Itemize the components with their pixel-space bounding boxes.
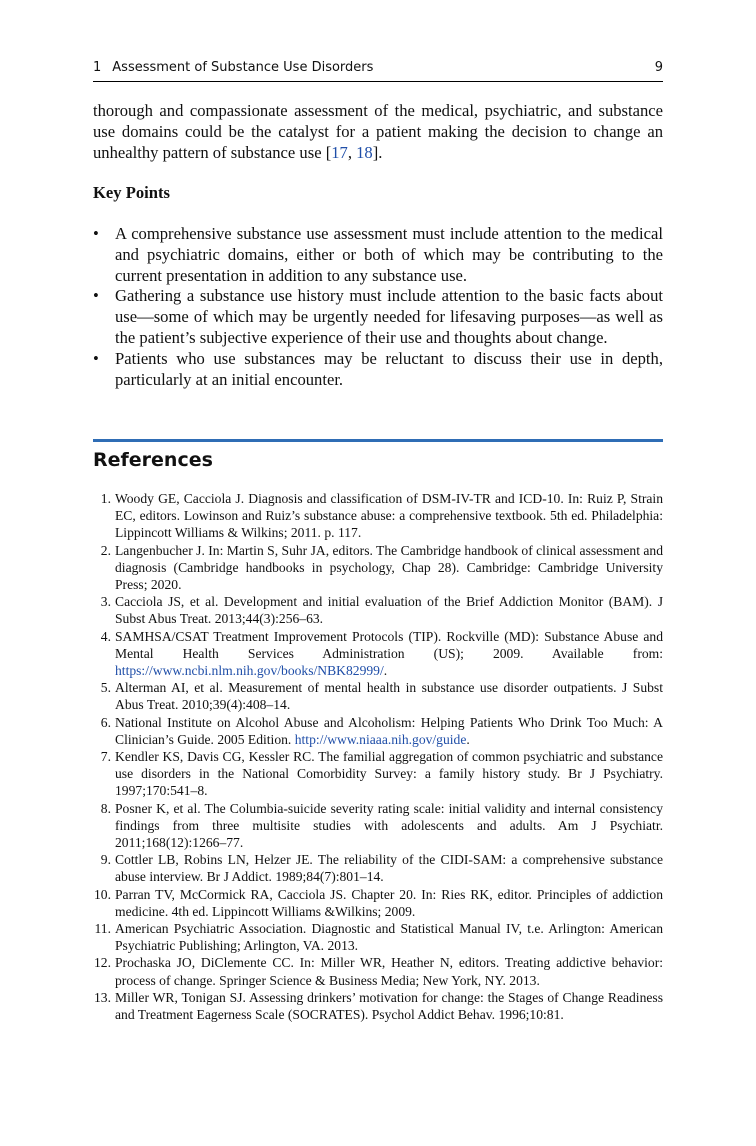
reference-number: 13. — [94, 989, 111, 1005]
chapter-title: Assessment of Substance Use Disorders — [112, 60, 374, 75]
page-number: 9 — [654, 60, 663, 75]
reference-text: Alterman AI, et al. Measurement of mental health in substance use disorder outpatients. J Subst Abus Treat. 2010;39(4):408–14. — [115, 680, 663, 713]
reference-item — [93, 490, 663, 542]
reference-number: 10. — [94, 886, 111, 902]
reference-text: SAMHSA/CSAT Treatment Improvement Protocols (TIP). Rockville (MD): Substance Abuse and Mental Health Services Administration (US); 2009. Available from: — [115, 628, 663, 661]
reference-item — [93, 748, 663, 800]
chapter-number: 1 — [93, 60, 102, 75]
citation-link-17[interactable]: 17 — [331, 142, 348, 162]
reference-url-link[interactable]: http://www.niaaa.nih.gov/guide — [294, 731, 467, 747]
reference-number: 6. — [100, 714, 111, 730]
key-point-text: Patients who use substances may be reluctant to discuss their use in depth, particularly at an initial encounter. — [115, 348, 663, 389]
reference-url-link[interactable]: https://www.ncbi.nlm.nih.gov/books/NBK82999/ — [115, 663, 384, 679]
bullet-icon: • — [93, 286, 99, 306]
reference-number: 7. — [100, 749, 111, 765]
reference-number: 2. — [100, 542, 111, 558]
reference-item — [93, 920, 663, 954]
reference-item — [93, 593, 663, 627]
reference-text: Cottler LB, Robins LN, Helzer JE. The reliability of the CIDI-SAM: a comprehensive substance abuse interview. Br J Addict. 1989;84(7):801–14. — [115, 852, 663, 885]
reference-item — [93, 989, 663, 1023]
reference-item — [93, 954, 663, 988]
reference-item — [93, 800, 663, 852]
key-points-list — [93, 224, 663, 390]
reference-item — [93, 679, 663, 713]
reference-number: 4. — [100, 628, 111, 644]
reference-text-end: . — [466, 731, 470, 747]
reference-text: Woody GE, Cacciola J. Diagnosis and classification of DSM-IV-TR and ICD-10. In: Ruiz P, Strain EC, editors. Lowinson and Ruiz’s substance abuse: a comprehensive textbook. 5th ed. Philadelphia: Lippincott Williams & Wilkins; 2011. p. 117. — [115, 491, 663, 541]
reference-text: Miller WR, Tonigan SJ. Assessing drinkers’ motivation for change: the Stages of Change Readiness and Treatment Eagerness Scale (SOCRATES). Psychol Addict Behav. 1996;10:81. — [115, 989, 663, 1023]
reference-text: Kendler KS, Davis CG, Kessler RC. The familial aggregation of common psychiatric and substance use disorders in the National Comorbidity Survey: a family history study. Br J Psychiatry. 1997;170:541–8. — [115, 749, 663, 799]
references-heading: References — [93, 449, 213, 471]
references-rule — [93, 439, 663, 442]
reference-number: 8. — [100, 800, 111, 816]
key-point-text: Gathering a substance use history must include attention to the basic facts about use—some of which may be urgently needed for lifesaving purposes—as well as the patient’s subjective experience of their use and thoughts about change. — [115, 286, 663, 347]
reference-item — [93, 714, 663, 748]
references-list — [93, 490, 663, 1023]
running-head-rule — [93, 81, 663, 82]
reference-number: 1. — [100, 491, 111, 506]
reference-text: National Institute on Alcohol Abuse and Alcoholism: Helping Patients Who Drink Too Much: A Clinician’s Guide. 2005 Edition. — [115, 714, 663, 747]
reference-number: 12. — [94, 955, 111, 971]
key-points-heading: Key Points — [93, 183, 170, 202]
reference-text: Posner K, et al. The Columbia-suicide severity rating scale: initial validity and internal consistency findings from three multisite studies with adolescents and adults. Am J Psychiatr. 2011;168(12):1266–77. — [115, 800, 663, 851]
reference-item — [93, 542, 663, 594]
running-head — [93, 60, 663, 75]
intro-paragraph-end: ]. — [372, 142, 383, 162]
reference-item — [93, 851, 663, 885]
bullet-icon: • — [93, 348, 99, 368]
key-point-item — [93, 349, 663, 391]
reference-text: Cacciola JS, et al. Development and initial evaluation of the Brief Addiction Monitor (BAM). J Subst Abus Treat. 2013;44(3):256–63. — [115, 594, 663, 627]
reference-text: Parran TV, McCormick RA, Cacciola JS. Chapter 20. In: Ries RK, editor. Principles of addiction medicine. 4th ed. Lippincott Williams &Wilkins; 2009. — [115, 886, 663, 919]
reference-text: American Psychiatric Association. Diagnostic and Statistical Manual IV, t.e. Arlington: American Psychiatric Publishing; Arlington, VA. 2013. — [115, 921, 663, 954]
reference-number: 5. — [100, 680, 111, 696]
key-point-text: A comprehensive substance use assessment must include attention to the medical and psychiatric domains, either or both of which may be contributing to the current presentation in addition to any substance use. — [115, 224, 663, 285]
reference-number: 3. — [100, 594, 111, 610]
running-head-left — [93, 60, 373, 75]
reference-item — [93, 886, 663, 920]
intro-paragraph — [93, 101, 663, 163]
intro-paragraph-text: thorough and compassionate assessment of the medical, psychiatric, and substance use domains could be the catalyst for a patient making the decision to change an unhealthy pattern of substance use [ — [93, 101, 663, 162]
reference-number: 11. — [94, 921, 111, 937]
bullet-icon: • — [93, 224, 99, 243]
citation-link-18[interactable]: 18 — [356, 142, 373, 162]
reference-text-end: . — [383, 663, 388, 679]
key-point-item — [93, 286, 663, 348]
key-point-item — [93, 224, 663, 286]
reference-text: Langenbucher J. In: Martin S, Suhr JA, editors. The Cambridge handbook of clinical assessment and diagnosis (Cambridge handbooks in psychology, Chap 28). Cambridge: Cambridge University Press; 2020. — [115, 542, 663, 593]
reference-number: 9. — [100, 852, 111, 868]
reference-item — [93, 628, 663, 680]
citation-separator: , — [347, 142, 357, 162]
reference-text: Prochaska JO, DiClemente CC. In: Miller WR, Heather N, editors. Treating addictive behavior: process of change. Springer Science & Business Media; New York, NY. 2013. — [115, 955, 663, 988]
